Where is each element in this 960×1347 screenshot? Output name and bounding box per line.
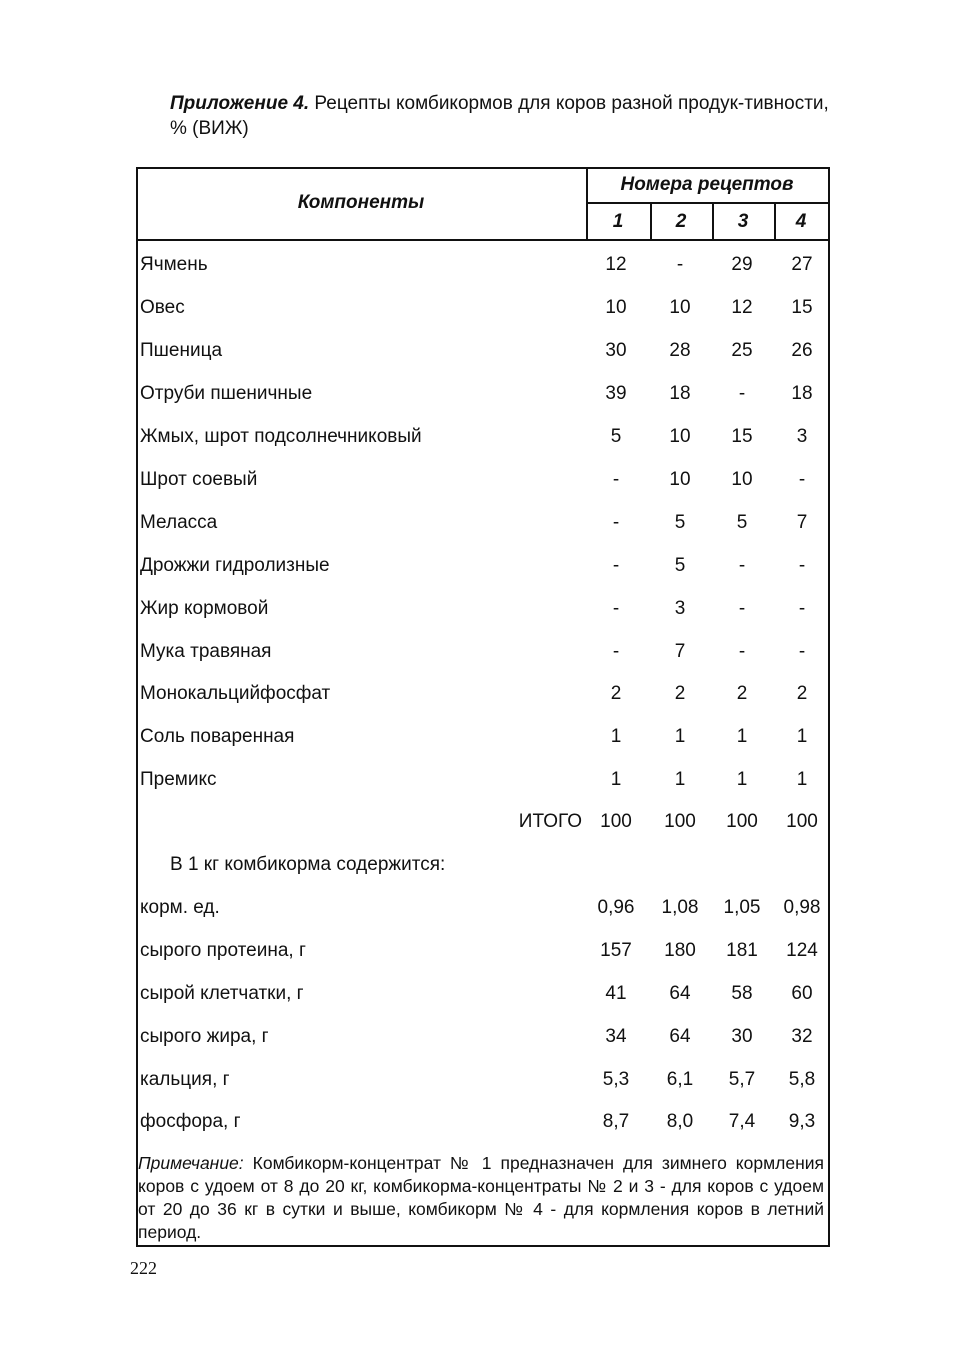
cell-value: 10	[731, 469, 753, 490]
table-row	[136, 544, 830, 587]
recipe-number-3: 3	[737, 210, 749, 232]
recipes-header: Номера рецептов	[586, 167, 828, 204]
component-name: Меласса	[140, 512, 218, 533]
table-row	[136, 672, 830, 715]
table-row	[136, 587, 830, 630]
table-row	[136, 758, 830, 801]
cell-value: -	[798, 469, 806, 490]
cell-value: 100	[664, 811, 696, 832]
nutrient-name: сырого жира, г	[140, 1026, 269, 1047]
table-row	[136, 415, 830, 458]
table-row	[136, 1100, 830, 1143]
cell-value: 15	[791, 297, 813, 318]
cell-value: 39	[605, 383, 627, 404]
table-caption	[170, 91, 835, 141]
cell-value: 12	[731, 297, 753, 318]
table-row	[136, 715, 830, 758]
cell-value: -	[612, 512, 620, 533]
table-row	[136, 372, 830, 415]
cell-value: 7	[674, 641, 686, 662]
cell-value: 1	[736, 769, 748, 790]
cell-value: -	[738, 383, 746, 404]
cell-value: -	[738, 598, 746, 619]
components-header: Компоненты	[297, 192, 425, 213]
table-row	[136, 886, 830, 929]
component-name: Соль поваренная	[140, 726, 295, 747]
recipe-number-2: 2	[675, 210, 687, 232]
cell-value: 10	[669, 469, 691, 490]
table-row	[136, 329, 830, 372]
cell-value: 0,96	[597, 897, 635, 918]
cell-value: 5	[610, 426, 622, 447]
table-header	[136, 167, 830, 241]
table-row	[136, 929, 830, 972]
cell-value: 6,1	[666, 1069, 694, 1090]
table-note	[138, 1152, 824, 1244]
cell-value: 5,3	[602, 1069, 630, 1090]
table-row	[136, 1058, 830, 1101]
component-name: Мука травяная	[140, 641, 272, 662]
cell-value: 5,8	[788, 1069, 816, 1090]
component-name: Пшеница	[140, 340, 223, 361]
cell-value: 3	[796, 426, 808, 447]
cell-value: 7	[796, 512, 808, 533]
cell-value: -	[738, 555, 746, 576]
cell-value: 30	[731, 1026, 753, 1047]
cell-value: 8,0	[666, 1111, 694, 1132]
cell-value: 124	[786, 940, 818, 961]
cell-value: -	[612, 469, 620, 490]
cell-value: 1	[736, 726, 748, 747]
recipe-number-4: 4	[795, 210, 807, 232]
nutrient-name: фосфора, г	[140, 1111, 241, 1132]
cell-value: 18	[669, 383, 691, 404]
cell-value: 9,3	[788, 1111, 816, 1132]
component-name: Премикс	[140, 769, 217, 790]
caption-label: Приложение 4.	[170, 93, 310, 114]
table-row	[136, 458, 830, 501]
component-name: Монокальцийфосфат	[140, 683, 331, 704]
cell-value: -	[612, 555, 620, 576]
cell-value: 3	[674, 598, 686, 619]
cell-value: 29	[731, 254, 753, 275]
cell-value: 1	[610, 769, 622, 790]
component-name: Овес	[140, 297, 185, 318]
note-text: Комбикорм-концентрат № 1 предназначен для зимнего кормления коров с удоем от 8 до 20 кг, комбикорма-концентраты № 2 и 3 - для коров с удоем от 20 до 36 кг в сутки и выше, комбикорм № 4 - для кормления коров в летний период.	[138, 1153, 824, 1242]
cell-value: 64	[669, 983, 691, 1004]
cell-value: -	[612, 598, 620, 619]
cell-value: 2	[796, 683, 808, 704]
cell-value: -	[612, 641, 620, 662]
cell-value: 1	[674, 769, 686, 790]
nutrient-name: корм. ед.	[140, 897, 220, 918]
note-label: Примечание:	[138, 1153, 244, 1173]
cell-value: 41	[605, 983, 627, 1004]
cell-value: 18	[791, 383, 813, 404]
cell-value: 10	[669, 297, 691, 318]
cell-value: -	[676, 254, 684, 275]
table-row	[136, 972, 830, 1015]
page-number: 222	[130, 1258, 157, 1278]
cell-value: 64	[669, 1026, 691, 1047]
cell-value: 100	[786, 811, 818, 832]
cell-value: 181	[726, 940, 758, 961]
cell-value: 1,05	[723, 897, 761, 918]
component-name: Жмых, шрот подсолнечниковый	[140, 426, 422, 447]
component-name: Дрожжи гидролизные	[140, 555, 330, 576]
total-row	[136, 800, 830, 843]
nutrient-name: сырой клетчатки, г	[140, 983, 304, 1004]
component-name: Ячмень	[140, 254, 208, 275]
component-name: Шрот соевый	[140, 469, 258, 490]
total-label: ИТОГО	[518, 811, 582, 832]
cell-value: 32	[791, 1026, 813, 1047]
component-name: Жир кормовой	[140, 598, 269, 619]
component-name: Отруби пшеничные	[140, 383, 313, 404]
cell-value: 100	[726, 811, 758, 832]
cell-value: 8,7	[602, 1111, 630, 1132]
cell-value: 1,08	[661, 897, 699, 918]
cell-value: 1	[610, 726, 622, 747]
cell-value: 15	[731, 426, 753, 447]
cell-value: 5	[674, 555, 686, 576]
cell-value: 5	[736, 512, 748, 533]
recipe-number-1: 1	[612, 210, 624, 232]
cell-value: 180	[664, 940, 696, 961]
cell-value: 27	[791, 254, 813, 275]
content-section-header: В 1 кг комбикорма содержится:	[170, 854, 446, 875]
cell-value: -	[738, 641, 746, 662]
cell-value: 25	[731, 340, 753, 361]
table-row	[136, 501, 830, 544]
cell-value: 157	[600, 940, 632, 961]
cell-value: 34	[605, 1026, 627, 1047]
cell-value: 26	[791, 340, 813, 361]
cell-value: 5,7	[728, 1069, 756, 1090]
cell-value: -	[798, 598, 806, 619]
cell-value: 2	[610, 683, 622, 704]
cell-value: 2	[736, 683, 748, 704]
cell-value: -	[798, 641, 806, 662]
cell-value: 0,98	[783, 897, 821, 918]
cell-value: 10	[605, 297, 627, 318]
cell-value: 5	[674, 512, 686, 533]
cell-value: 12	[605, 254, 627, 275]
cell-value: 7,4	[728, 1111, 756, 1132]
cell-value: 2	[674, 683, 686, 704]
cell-value: 60	[791, 983, 813, 1004]
caption-text: Рецепты комбикормов для коров разной продук-тивности, % (ВИЖ)	[170, 93, 829, 139]
cell-value: 1	[674, 726, 686, 747]
cell-value: 30	[605, 340, 627, 361]
cell-value: 58	[731, 983, 753, 1004]
nutrient-name: сырого протеина, г	[140, 940, 306, 961]
cell-value: -	[798, 555, 806, 576]
table-row	[136, 286, 830, 329]
table-row	[136, 630, 830, 673]
nutrient-name: кальция, г	[140, 1069, 230, 1090]
cell-value: 1	[796, 726, 808, 747]
cell-value: 10	[669, 426, 691, 447]
cell-value: 1	[796, 769, 808, 790]
table-row	[136, 243, 830, 286]
cell-value: 100	[600, 811, 632, 832]
table-row	[136, 1015, 830, 1058]
cell-value: 28	[669, 340, 691, 361]
